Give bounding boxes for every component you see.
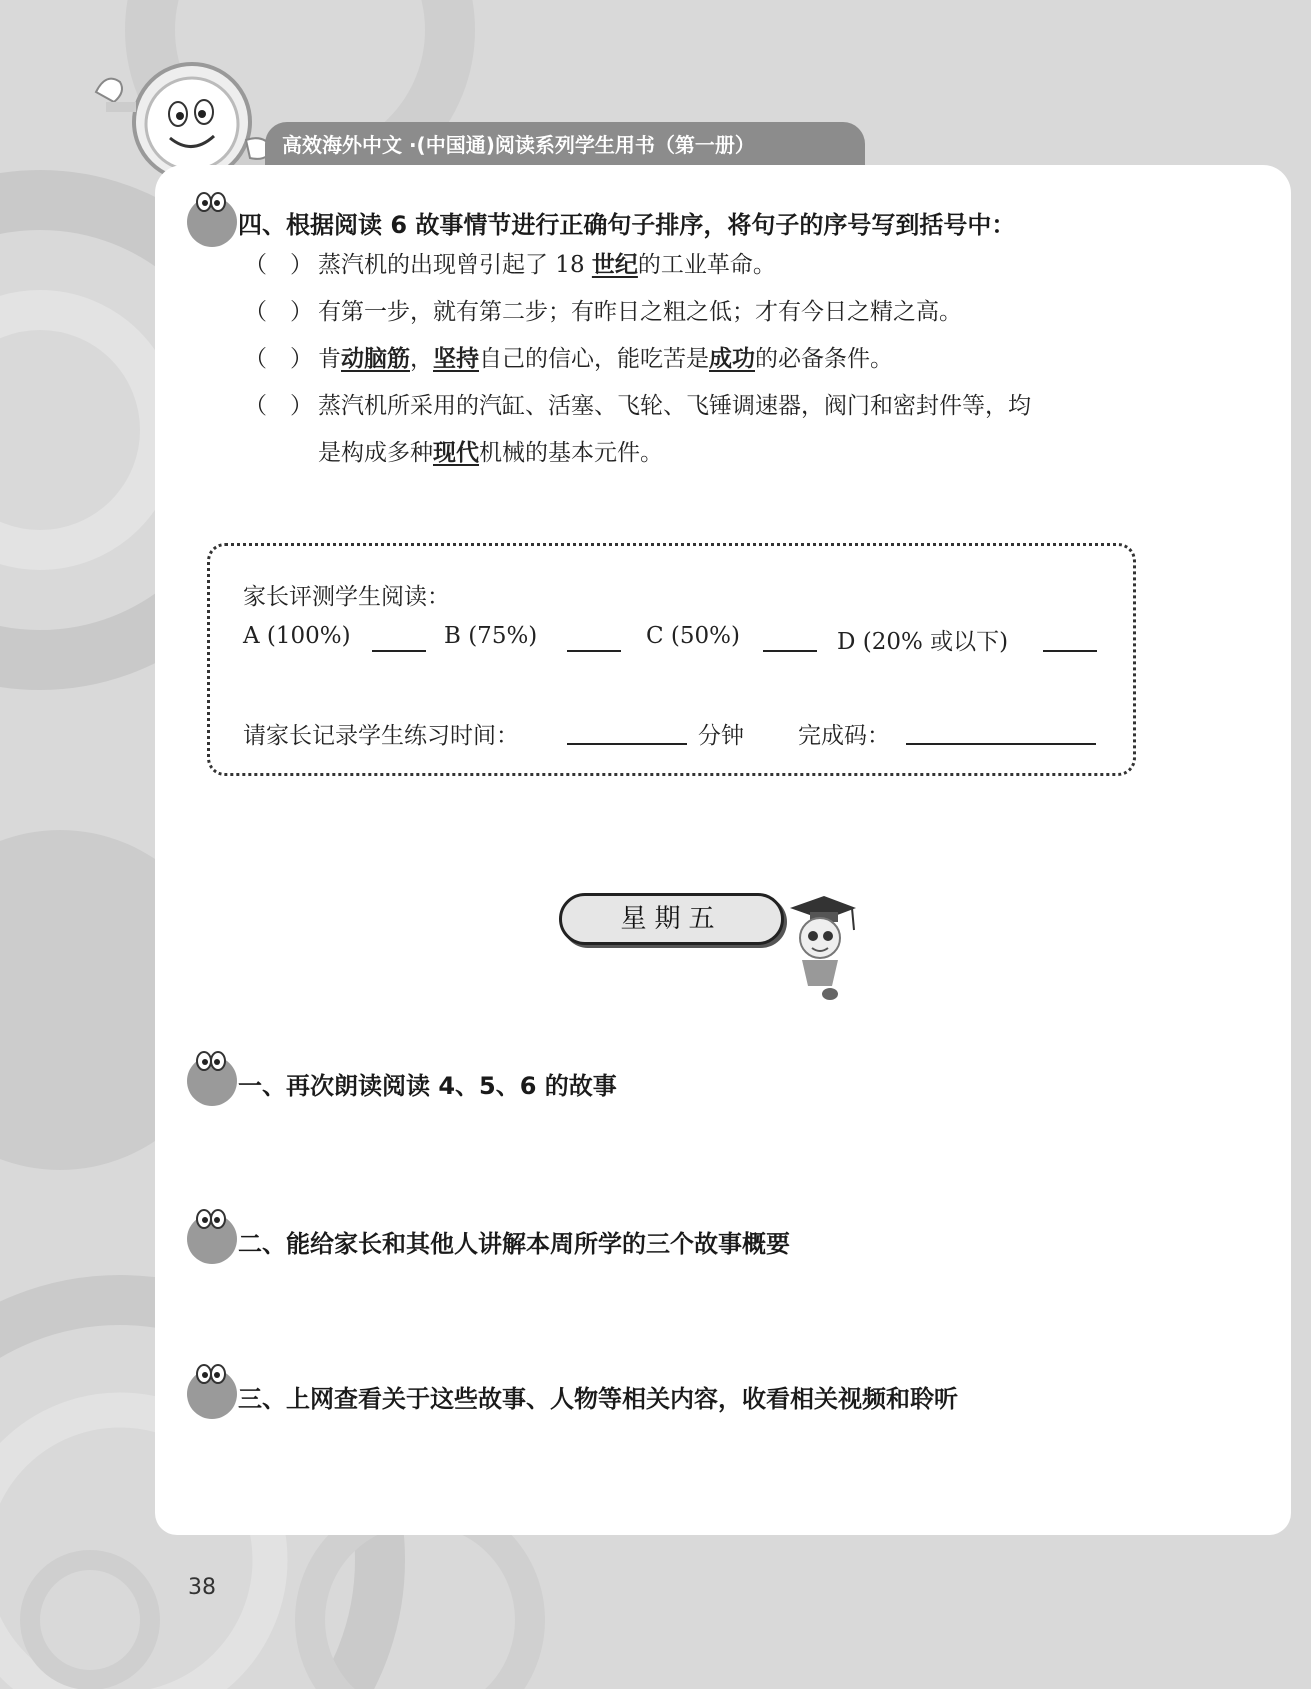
sentence-row-1: （ ） 蒸汽机的出现曾引起了 18 世纪的工业革命。 xyxy=(244,246,776,279)
minutes-label: 分钟 xyxy=(698,723,744,749)
friday-task-1: 一、再次朗读阅读 4、5、6 的故事 xyxy=(238,1072,617,1100)
code-label: 完成码： xyxy=(798,723,890,749)
option-c: C (50%) xyxy=(646,623,740,649)
answer-blank[interactable]: （ ） xyxy=(244,252,313,278)
option-b-blank[interactable] xyxy=(567,650,621,652)
section-4-heading: 四、根据阅读 6 故事情节进行正确句子排序，将句子的序号写到括号中： xyxy=(238,211,1016,239)
keyword: 动脑筋 xyxy=(341,346,410,372)
friday-task-2: 二、能给家长和其他人讲解本周所学的三个故事概要 xyxy=(238,1230,790,1258)
answer-blank[interactable]: （ ） xyxy=(244,346,313,372)
face-bullet-icon xyxy=(182,1205,242,1265)
friday-task-3: 三、上网查看关于这些故事、人物等相关内容，收看相关视频和聆听 xyxy=(238,1385,958,1413)
time-label: 请家长记录学生练习时间： xyxy=(243,723,519,749)
face-bullet-icon xyxy=(182,188,242,248)
keyword: 坚持 xyxy=(433,346,479,372)
keyword: 成功 xyxy=(709,346,755,372)
keyword: 世纪 xyxy=(591,252,638,278)
face-bullet-icon xyxy=(182,1360,242,1420)
keyword: 现代 xyxy=(433,440,479,466)
graduate-character-icon xyxy=(782,890,858,1002)
face-bullet-icon xyxy=(182,1047,242,1107)
page-number: 38 xyxy=(188,1575,216,1600)
option-b: B (75%) xyxy=(444,623,538,649)
evaluation-title: 家长评测学生阅读： xyxy=(243,584,450,610)
option-d-blank[interactable] xyxy=(1043,650,1097,652)
answer-blank[interactable]: （ ） xyxy=(244,299,313,325)
sentence-row-3: （ ） 肯动脑筋，坚持自己的信心，能吃苦是成功的必备条件。 xyxy=(244,340,893,373)
book-title: 高效海外中文 ·(中国通)阅读系列学生用书（第一册） xyxy=(282,133,755,157)
option-d: D (20% 或以下) xyxy=(837,629,1009,655)
option-c-blank[interactable] xyxy=(763,650,817,652)
option-a-blank[interactable] xyxy=(372,650,426,652)
option-a: A (100%) xyxy=(243,623,351,649)
sentence-row-4-cont: 是构成多种现代机械的基本元件。 xyxy=(318,440,663,466)
day-label: 星期五 xyxy=(620,904,723,934)
answer-blank[interactable]: （ ） xyxy=(244,393,313,419)
sentence-row-2: （ ） 有第一步，就有第二步；有昨日之粗之低；才有今日之精之高。 xyxy=(244,293,962,326)
time-blank[interactable] xyxy=(567,743,687,745)
code-blank[interactable] xyxy=(906,743,1096,745)
sentence-row-4: （ ） 蒸汽机所采用的汽缸、活塞、飞轮、飞锤调速器，阀门和密封件等，均 xyxy=(244,387,1031,420)
